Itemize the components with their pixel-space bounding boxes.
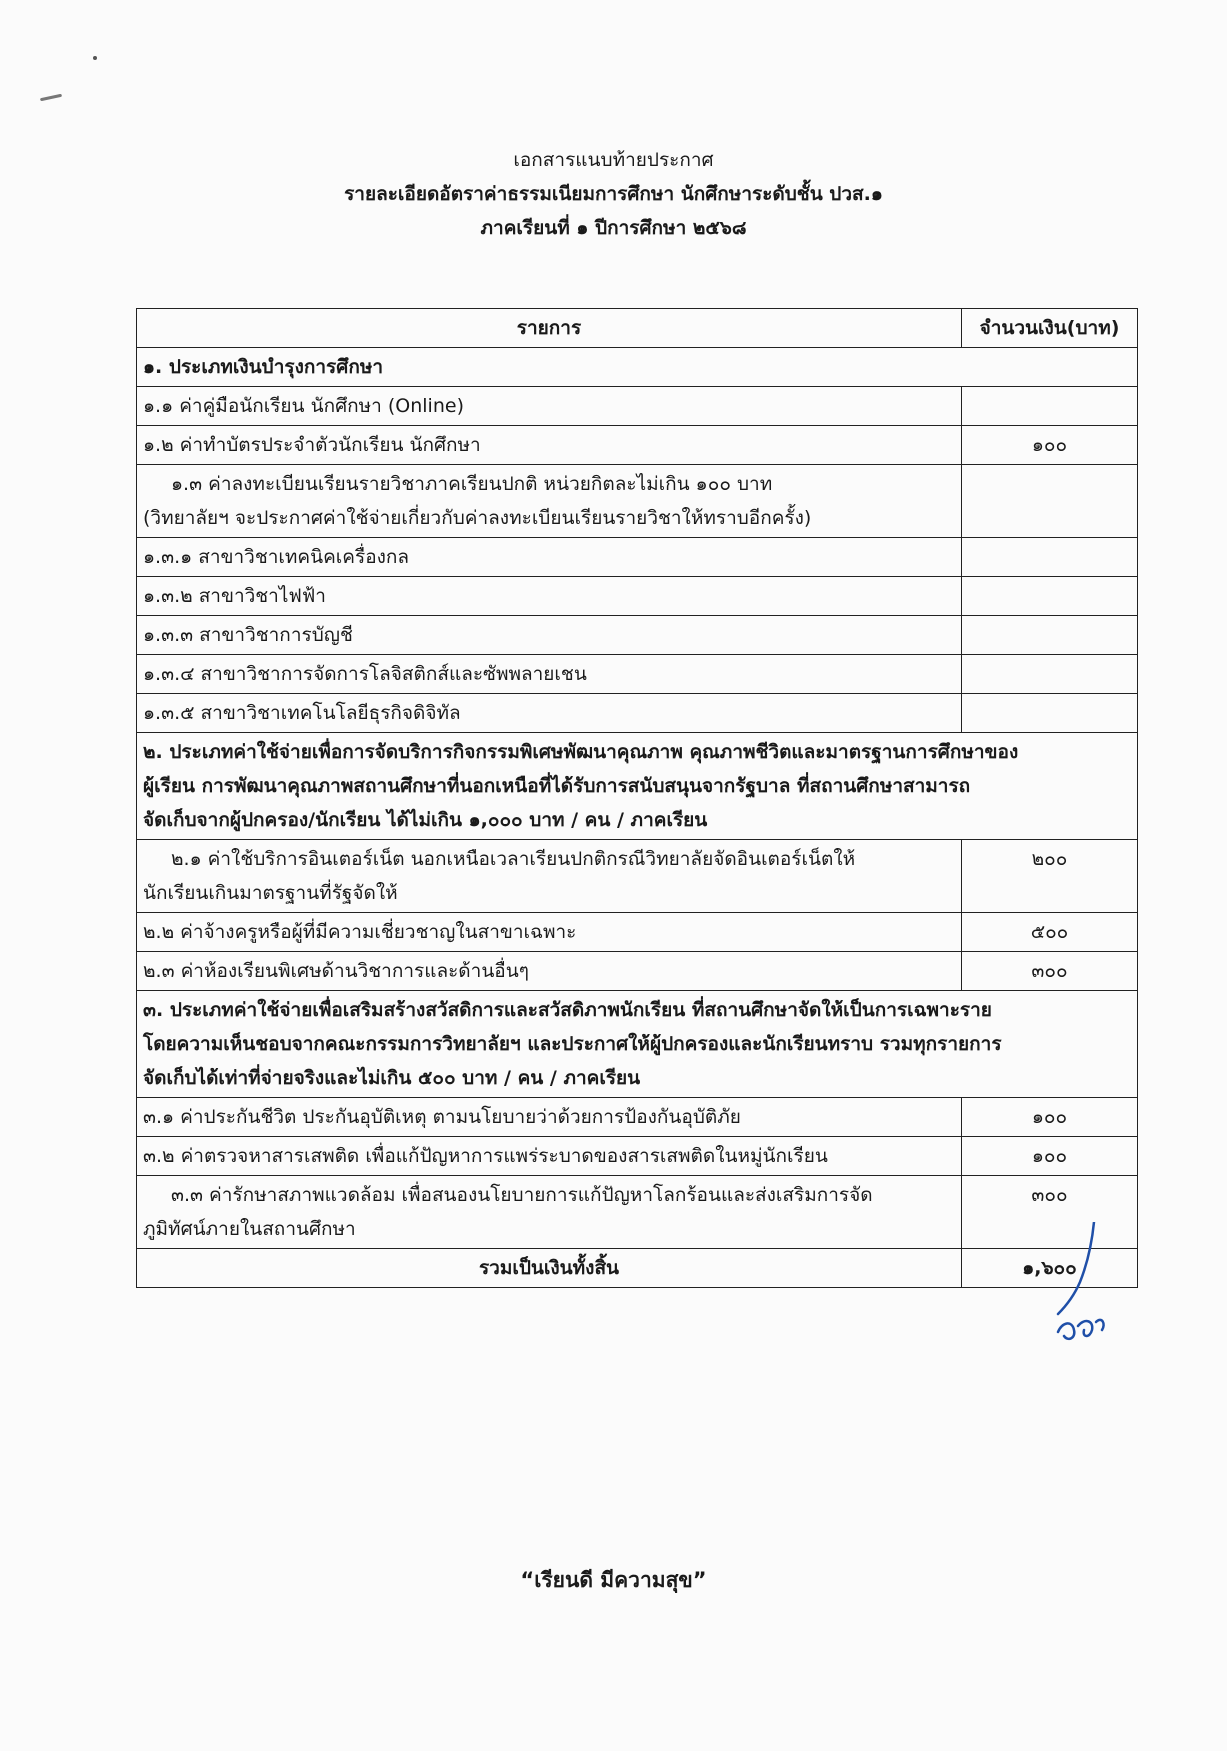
handwritten-signature: [1044, 1222, 1114, 1352]
table-row: [137, 1176, 1138, 1249]
row-amount: [962, 694, 1138, 733]
row-amount: [962, 538, 1138, 577]
row-label: [137, 840, 962, 913]
row-label: ๑.๓.๔ สาขาวิชาการจัดการโลจิสติกส์และซัพพลายเชน: [137, 655, 962, 694]
section-row: [137, 348, 1138, 387]
table-row: [137, 655, 1138, 694]
table-row: [137, 1137, 1138, 1176]
section-1-title: ๑. ประเภทเงินบำรุงการศึกษา: [137, 348, 1138, 387]
table-row: [137, 952, 1138, 991]
row-amount: [962, 465, 1138, 538]
total-label: รวมเป็นเงินทั้งสิ้น: [137, 1249, 962, 1288]
row-amount: [962, 655, 1138, 694]
total-row: [137, 1249, 1138, 1288]
row-amount: [962, 387, 1138, 426]
section-row: [137, 733, 1138, 840]
section-2-title: [137, 733, 1138, 840]
scan-speck: [40, 94, 62, 102]
row-label-line-2: (วิทยาลัยฯ จะประกาศค่าใช้จ่ายเกี่ยวกับค่าลงทะเบียนเรียนรายวิชาให้ทราบอีกครั้ง): [143, 507, 812, 529]
row-amount: ๒๐๐: [962, 840, 1138, 913]
row-label-line-1: ๑.๓ ค่าลงทะเบียนเรียนรายวิชาภาคเรียนปกติ หน่วยกิตละไม่เกิน ๑๐๐ บาท: [171, 473, 773, 495]
scan-speck: [93, 56, 97, 60]
row-label: ๑.๒ ค่าทำบัตรประจำตัวนักเรียน นักศึกษา: [137, 426, 962, 465]
motto: “เรียนดี มีความสุข”: [520, 1568, 707, 1592]
column-header-item: รายการ: [137, 309, 962, 348]
header-line-1: เอกสารแนบท้ายประกาศ: [513, 149, 714, 171]
section-3-title: [137, 991, 1138, 1098]
section-2-title-line-2: ผู้เรียน การพัฒนาคุณภาพสถานศึกษาที่นอกเหนือที่ได้รับการสนับสนุนจากรัฐบาล ที่สถานศึกษาสามารถ: [143, 775, 971, 797]
table-row: [137, 465, 1138, 538]
column-header-amount: จำนวนเงิน(บาท): [962, 309, 1138, 348]
table-row: [137, 387, 1138, 426]
table-row: [137, 538, 1138, 577]
row-label: ๑.๓.๒ สาขาวิชาไฟฟ้า: [137, 577, 962, 616]
row-amount: ๓๐๐: [962, 952, 1138, 991]
row-amount: ๑๐๐: [962, 1098, 1138, 1137]
row-label-line-1: ๓.๓ ค่ารักษาสภาพแวดล้อม เพื่อสนองนโยบายการแก้ปัญหาโลกร้อนและส่งเสริมการจัด: [171, 1184, 873, 1206]
table-row: [137, 913, 1138, 952]
table-header-row: [137, 309, 1138, 348]
row-label: ๒.๓ ค่าห้องเรียนพิเศษด้านวิชาการและด้านอื่นๆ: [137, 952, 962, 991]
table-row: [137, 616, 1138, 655]
section-3-title-line-2: โดยความเห็นชอบจากคณะกรรมการวิทยาลัยฯ และประกาศให้ผู้ปกครองและนักเรียนทราบ รวมทุกรายการ: [143, 1033, 1002, 1055]
row-label-line-2: นักเรียนเกินมาตรฐานที่รัฐจัดให้: [143, 882, 398, 904]
row-label: ๓.๑ ค่าประกันชีวิต ประกันอุบัติเหตุ ตามนโยบายว่าด้วยการป้องกันอุบัติภัย: [137, 1098, 962, 1137]
row-label: ๑.๓.๑ สาขาวิชาเทคนิคเครื่องกล: [137, 538, 962, 577]
row-amount: [962, 616, 1138, 655]
section-2-title-line-3: จัดเก็บจากผู้ปกครอง/นักเรียน ได้ไม่เกิน ๑,๐๐๐ บาท / คน / ภาคเรียน: [143, 809, 708, 831]
row-amount: ๕๐๐: [962, 913, 1138, 952]
table-row: [137, 840, 1138, 913]
total-amount: ๑,๖๐๐: [962, 1249, 1138, 1288]
row-label: [137, 465, 962, 538]
header-line-3: ภาคเรียนที่ ๑ ปีการศึกษา ๒๕๖๘: [480, 217, 747, 239]
section-2-title-line-1: ๒. ประเภทค่าใช้จ่ายเพื่อการจัดบริการกิจกรรมพิเศษพัฒนาคุณภาพ คุณภาพชีวิตและมาตรฐานการศึกษาของ: [143, 741, 1019, 763]
row-label: ๑.๓.๕ สาขาวิชาเทคโนโลยีธุรกิจดิจิทัล: [137, 694, 962, 733]
table-row: [137, 577, 1138, 616]
row-label: ๑.๑ ค่าคู่มือนักเรียน นักศึกษา (Online): [137, 387, 962, 426]
fee-table: [136, 308, 1138, 1288]
header-line-2: รายละเอียดอัตราค่าธรรมเนียมการศึกษา นักศึกษาระดับชั้น ปวส.๑: [344, 183, 883, 205]
document-header: [0, 143, 1227, 245]
row-label: ๓.๒ ค่าตรวจหาสารเสพติด เพื่อแก้ปัญหาการแพร่ระบาดของสารเสพติดในหมู่นักเรียน: [137, 1137, 962, 1176]
table-row: [137, 694, 1138, 733]
row-label: [137, 1176, 962, 1249]
section-row: [137, 991, 1138, 1098]
row-amount: ๑๐๐: [962, 1137, 1138, 1176]
row-label: ๒.๒ ค่าจ้างครูหรือผู้ที่มีความเชี่ยวชาญในสาขาเฉพาะ: [137, 913, 962, 952]
row-label-line-2: ภูมิทัศน์ภายในสถานศึกษา: [143, 1218, 356, 1240]
table-row: [137, 426, 1138, 465]
row-label-line-1: ๒.๑ ค่าใช้บริการอินเตอร์เน็ต นอกเหนือเวลาเรียนปกติกรณีวิทยาลัยจัดอินเตอร์เน็ตให้: [171, 848, 856, 870]
row-label: ๑.๓.๓ สาขาวิชาการบัญชี: [137, 616, 962, 655]
row-amount: ๑๐๐: [962, 426, 1138, 465]
section-3-title-line-1: ๓. ประเภทค่าใช้จ่ายเพื่อเสริมสร้างสวัสดิการและสวัสดิภาพนักเรียน ที่สถานศึกษาจัดให้เป็นการเฉพาะราย: [143, 999, 992, 1021]
row-amount: ๓๐๐: [962, 1176, 1138, 1249]
table-row: [137, 1098, 1138, 1137]
section-3-title-line-3: จัดเก็บได้เท่าที่จ่ายจริงและไม่เกิน ๕๐๐ บาท / คน / ภาคเรียน: [143, 1067, 641, 1089]
row-amount: [962, 577, 1138, 616]
